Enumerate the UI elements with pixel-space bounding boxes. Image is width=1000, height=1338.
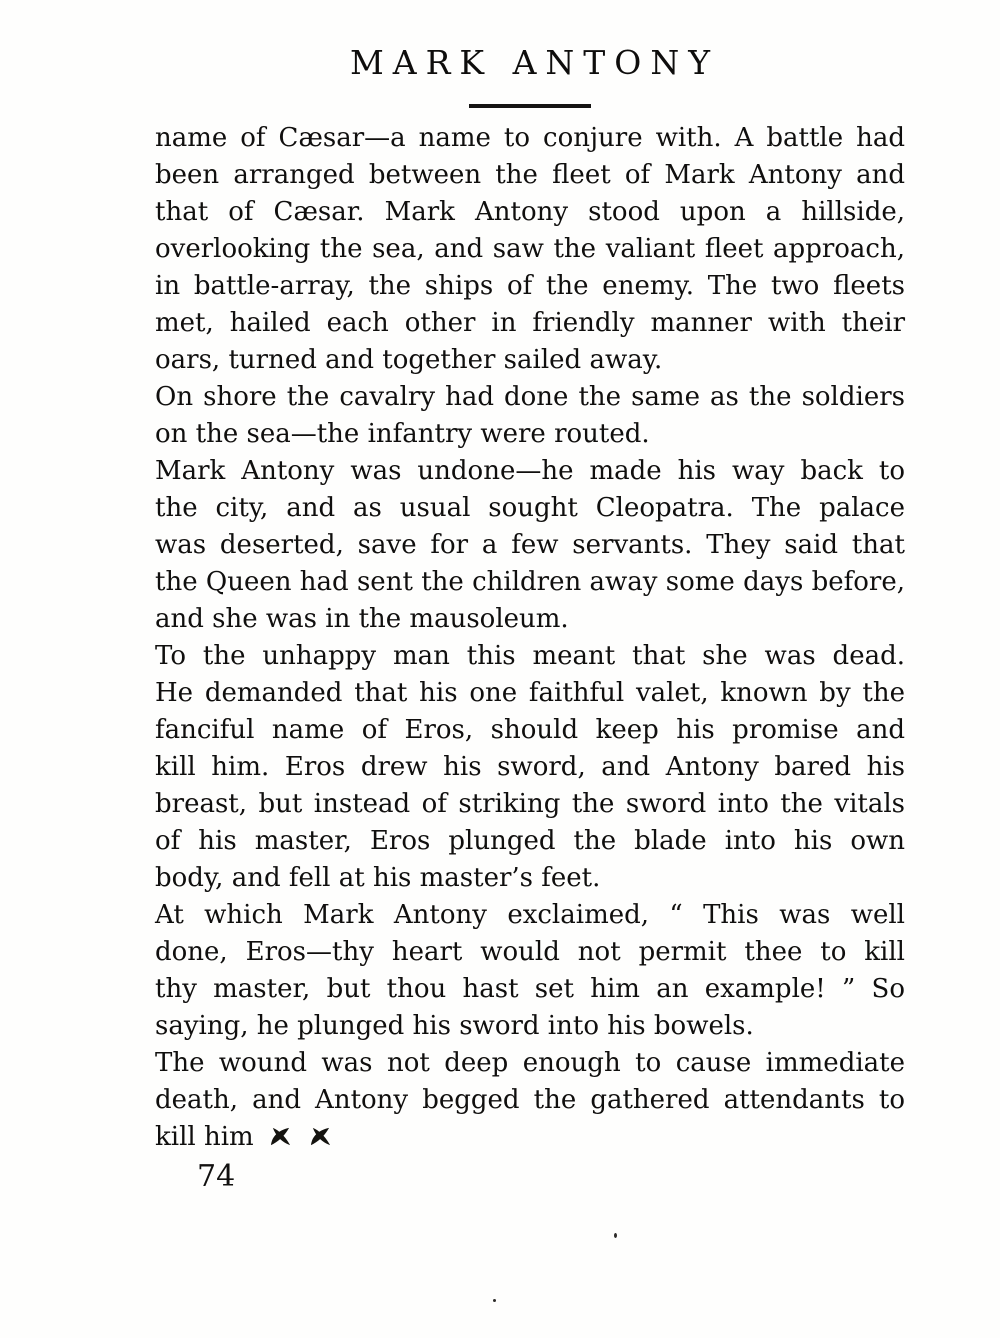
text-line: was deserted, save for a few servants. They said that (155, 530, 905, 560)
body-text (155, 120, 905, 1156)
scan-speck (493, 1299, 496, 1302)
text-line: thy master, but thou hast set him an example! ” So (155, 974, 905, 1004)
fleuron-leaf-icon (307, 1126, 334, 1147)
page-number: 74 (197, 1159, 236, 1194)
text-line: The wound was not deep enough to cause immediate (155, 1048, 905, 1078)
text-line: At which Mark Antony exclaimed, “ This was well (155, 900, 905, 930)
text-line: death, and Antony begged the gathered attendants to (155, 1085, 905, 1115)
paragraph (155, 379, 905, 453)
text-line: met, hailed each other in friendly manner with their (155, 308, 905, 338)
text-line: of his master, Eros plunged the blade into his own (155, 826, 905, 856)
text-line: oars, turned and together sailed away. (155, 345, 663, 375)
text-line: saying, he plunged his sword into his bowels. (155, 1011, 754, 1041)
text-line: that of Cæsar. Mark Antony stood upon a hillside, (155, 197, 905, 227)
text-line: kill him. Eros drew his sword, and Antony bared his (155, 752, 905, 782)
text-line: fanciful name of Eros, should keep his promise and (155, 715, 905, 745)
text-line: on the sea—the infantry were routed. (155, 419, 650, 449)
text-line-end: kill him (155, 1122, 254, 1152)
scan-speck (614, 1233, 617, 1238)
text-line: the Queen had sent the children away some days before, (155, 567, 905, 597)
text-line: in battle-array, the ships of the enemy. The two fleets (155, 271, 905, 301)
text-line: done, Eros—thy heart would not permit thee to kill (155, 937, 905, 967)
paragraph (155, 453, 905, 638)
text-line: and she was in the mausoleum. (155, 604, 569, 634)
text-line: overlooking the sea, and saw the valiant fleet approach, (155, 234, 905, 264)
text-line: body, and fell at his master’s feet. (155, 863, 601, 893)
paragraph (155, 1045, 905, 1156)
text-line: been arranged between the fleet of Mark Antony and (155, 160, 905, 190)
page-title: MARK ANTONY (349, 43, 720, 82)
text-line (155, 1119, 905, 1156)
text-line: Mark Antony was undone—he made his way back to (155, 456, 905, 486)
text-line: name of Cæsar—a name to conjure with. A battle had (155, 123, 905, 153)
paragraph (155, 897, 905, 1045)
fleuron-leaf-icon (267, 1126, 294, 1147)
text-line: To the unhappy man this meant that she was dead. (155, 641, 905, 671)
paragraph (155, 638, 905, 897)
text-line: breast, but instead of striking the sword into the vitals (155, 789, 905, 819)
paragraph (155, 120, 905, 379)
text-line: the city, and as usual sought Cleopatra. The palace (155, 493, 905, 523)
header-rule (469, 104, 591, 108)
text-line: He demanded that his one faithful valet, known by the (155, 678, 905, 708)
text-line: On shore the cavalry had done the same as the soldiers (155, 382, 905, 412)
